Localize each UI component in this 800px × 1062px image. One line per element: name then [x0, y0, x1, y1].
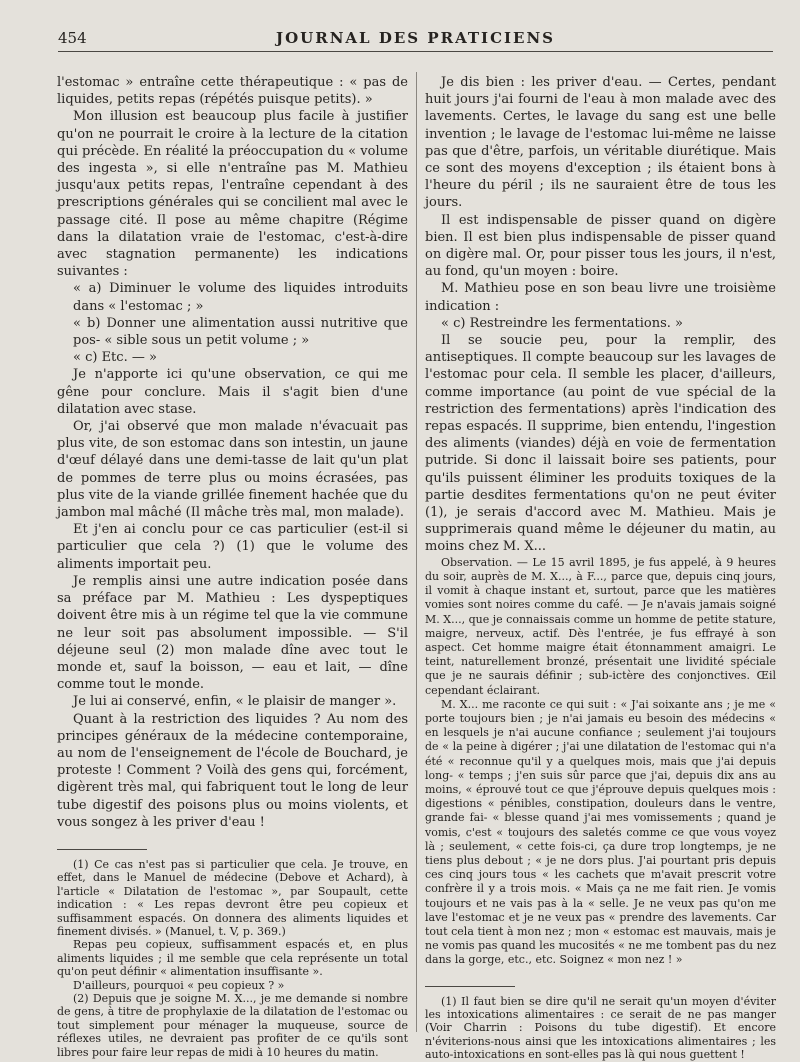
- footnote-rule: [425, 986, 515, 987]
- paragraph: Or, j'ai observé que mon malade n'évacuait pas plus vite, de son estomac dans son intestin, un jaune d'œuf délayé dans une demi-tasse de lait qu'un plat de pommes de terre plus ou moins écrasées, pas plus vite de la viande grillée finement hachée que du jambon mal mâché (Il mâche très mal, mon malade).: [57, 419, 408, 521]
- paragraph: M. Mathieu pose en son beau livre une troisième indication :: [425, 281, 776, 314]
- column-divider: [416, 72, 417, 1032]
- left-column: [57, 74, 408, 1059]
- right-column: [425, 74, 776, 1062]
- quoted-indication: « c) Restreindre les fermentations. »: [441, 315, 683, 331]
- footnote: (1) Il faut bien se dire qu'il ne serait qu'un moyen d'éviter les intoxications alimentaires : ce serait de ne pas manger (Voir Charrin : Poisons du tube digestif). Et encore n'éviterions-nous ainsi que les intoxications alimentaires ; les auto-intoxications en sont-elles pas là qui nous guettent !: [425, 994, 776, 1062]
- paragraph: Et j'en ai conclu pour ce cas particulier (est-il si particulier que cela ?) (1) que le volume des aliments importait peu.: [57, 522, 408, 572]
- quoted-indication: « a) Diminuer le volume des liquides introduits dans « l'estomac ; »: [73, 281, 408, 314]
- paragraph: Il se soucie peu, pour la remplir, des antiseptiques. Il compte beaucoup sur les lavages de l'estomac pour cela. Il semble les placer, d'ailleurs, comme importance (au point de vue spécial de la restriction des fermentations) après l'indication des repas espacés. Il supprime, bien entendu, l'ingestion des aliments (viandes) déjà en voie de fermentation putride. Si donc il laissait boire ses patients, pour qu'ils puissent éliminer les produits toxiques de la partie desdites fermentations qu'on ne peut éviter (1), je serais d'accord avec M. Mathieu. Mais je supprimerais quand même le déjeuner du matin, au moins chez M. X...: [425, 333, 776, 555]
- quoted-indication: « c) Etc. — »: [73, 350, 157, 366]
- observation-paragraph: Observation. — Le 15 avril 1895, je fus appelé, à 9 heures du soir, auprès de M. X..., à F..., parce que, depuis cinq jours, il vomit à chaque instant et, surtout, parce que les matières vomies sont noires comme du café. — Je n'avais jamais soigné M. X..., que je connaissais comme un homme de petite stature, maigre, nerveux, actif. Dès l'entrée, je fus effrayé à son aspect. Cet homme maigre était étonnamment amaigri. Le teint, naturellement bronzé, présentait une lividité spéciale que je ne saurais définir ; sub-ictère des conjonctives. Œil cependant éclairant.: [425, 555, 776, 697]
- paragraph: Je remplis ainsi une autre indication posée dans sa préface par M. Mathieu : Les dyspeptiques doivent être mis à un régime tel que la vie commune ne leur soit pas absolument impossible. — S'il déjeune seul (2) mon malade dîne avec tout le monde et, sauf la boisson, — eau et lait, — dîne comme tout le monde.: [57, 573, 408, 693]
- paragraph: Mon illusion est beaucoup plus facile à justifier qu'on ne pourrait le croire à la lecture de la citation qui précède. En réalité la préoccupation du « volume des ingesta », si elle n'entraîne pas M. Mathieu jusqu'aux petits repas, l'entraîne cependant à des prescriptions générales qui se concilient mal avec le passage cité. Il pose au même chapitre (Régime dans la dilatation vraie de l'estomac, c'est-à-dire avec stagnation permanente) les indications suivantes :: [57, 109, 408, 280]
- footnote: (1) Ce cas n'est pas si particulier que cela. Je trouve, en effet, dans le Manuel de médecine (Debove et Achard), à l'article « Dilatation de l'estomac », par Soupault, cette indication : « Les repas devront être peu copieux et suffisamment espacés. On donnera des aliments liquides et finement divisés. » (Manuel, t. V, p. 369.): [57, 857, 408, 938]
- footnote-rule: [57, 849, 147, 850]
- footnote: (2) Depuis que je soigne M. X..., je me demande si nombre de gens, à titre de prophylaxie de la dilatation de l'estomac ou tout simplement pour ménager la muqueuse, source de réflexes utiles, ne devraient pas profiter de ce qu'ils sont libres pour faire leur repas de midi à 10 heures du matin.: [57, 992, 408, 1059]
- paragraph: Quant à la restriction des liquides ? Au nom des principes généraux de la médecine contemporaine, au nom de l'enseignement de l'école de Bouchard, je proteste ! Comment ? Voilà des gens qui, forcément, digèrent très mal, qui fabriquent tout le long de leur tube digestif des poisons plus ou moins violents, et vous songez à les priver d'eau !: [57, 711, 408, 830]
- paragraph: l'estomac » entraîne cette thérapeutique : « pas de liquides, petits repas (répétés puisque petits). »: [57, 75, 408, 108]
- paragraph: Il est indispensable de pisser quand on digère bien. Il est bien plus indispensable de pisser quand on digère mal. Or, pour pisser tous les jours, il n'est, au fond, qu'un moyen : boire.: [425, 212, 776, 280]
- footnote: D'ailleurs, pourquoi « peu copieux ? »: [73, 978, 285, 992]
- page-number: 454: [58, 29, 87, 47]
- journal-title: JOURNAL DES PRATICIENS: [276, 29, 555, 47]
- paragraph: Je lui ai conservé, enfin, « le plaisir de manger ».: [73, 694, 397, 710]
- paragraph: Je n'apporte ici qu'une observation, ce qui me gêne pour conclure. Mais il s'agit bien d'une dilatation avec stase.: [57, 367, 408, 417]
- quoted-indication: « b) Donner une alimentation aussi nutritive que pos- « sible sous un petit volume ; »: [73, 315, 408, 349]
- page-header: [58, 27, 773, 52]
- paragraph: Je dis bien : les priver d'eau. — Certes, pendant huit jours j'ai fourni de l'eau à mon malade avec des lavements. Certes, le lavage du sang est une belle invention ; le lavage de l'estomac lui-même ne laisse pas que d'être, parfois, un véritable diurétique. Mais ce sont des moyens d'exception ; ils étaient bons à l'heure du péril ; ils ne sauraient être de tous les jours.: [425, 75, 776, 211]
- observation-paragraph: M. X... me raconte ce qui suit : « J'ai soixante ans ; je me « porte toujours bien ; je n'ai jamais eu besoin des médecins « en lesquels je n'ai aucune confiance ; seulement j'ai toujours de « la peine à digérer ; j'ai une dilatation de l'estomac qui n'a été « reconnue qu'il y a quelques mois, mais que j'ai depuis long- « temps ; j'en suis sûr parce que j'ai, depuis dix ans au moins, « éprouvé tout ce que j'éprouve depuis quelques mois : digestions « pénibles, constipation, douleurs dans le ventre, grande fai- « blesse quand j'ai mes vomissements ; quand je vomis, c'est « toujours des saletés comme ce que vous voyez là ; seulement, « cette fois-ci, ça dure trop longtemps, je ne tiens plus debout ; « je ne dors plus. J'ai pourtant pris depuis ces cinq jours tous « les cachets que m'avait prescrit votre confrère il y a trois mois. « Mais ça ne me fait rien. Je vomis toujours et ne vais pas à la « selle. Je ne veux pas qu'on me lave l'estomac et je ne veux pas « prendre des lavements. Car tout cela tient à mon nez ; mon « estomac est mauvais, mais je ne vomis pas quand les mucosités « ne me tombent pas du nez dans la gorge, etc., etc. Soignez « mon nez ! »: [425, 697, 776, 967]
- footnote: Repas peu copieux, suffisamment espacés et, en plus aliments liquides ; il me semble que cela représente un total qu'on peut définir « alimentation insuffisante ».: [57, 938, 408, 979]
